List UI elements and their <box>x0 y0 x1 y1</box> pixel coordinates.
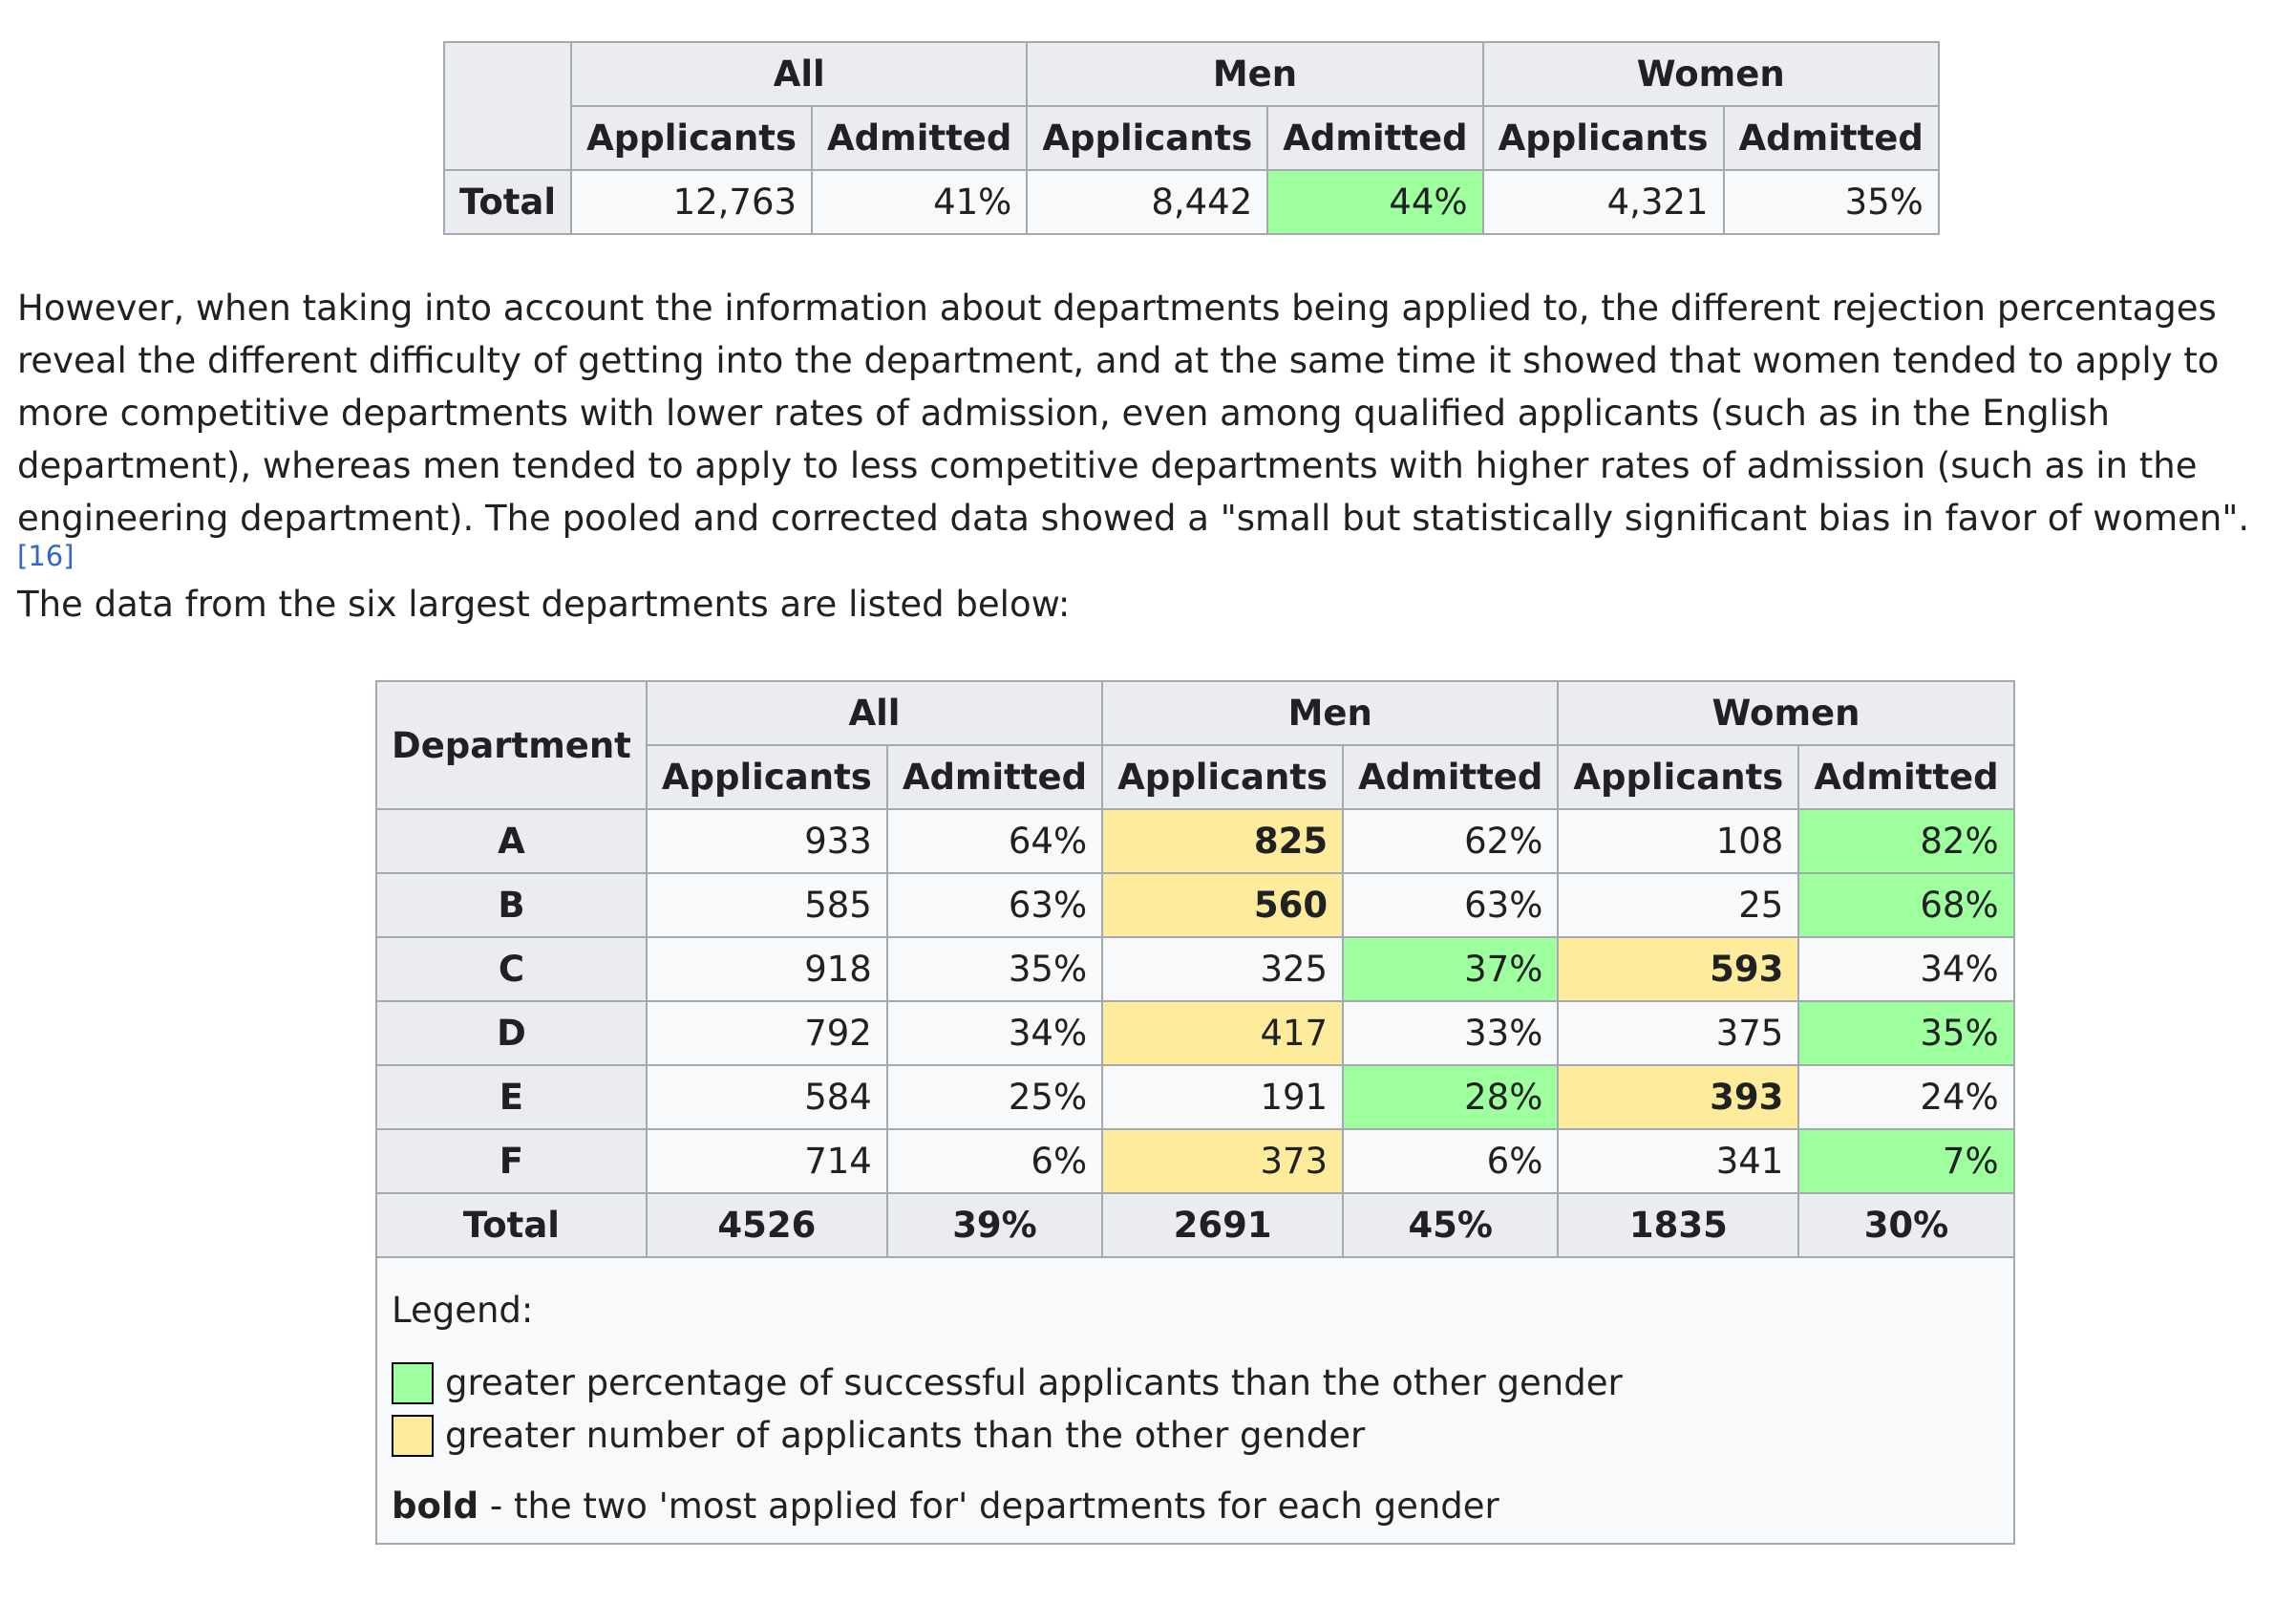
table-cell: 64% <box>887 809 1102 873</box>
summary-subheader: Applicants <box>1483 106 1724 170</box>
legend-row <box>376 1257 2014 1544</box>
table-cell-green: 7% <box>1798 1129 2013 1193</box>
table-row <box>376 1001 2014 1065</box>
table-cell-yellow: 593 <box>1558 937 1798 1001</box>
summary-subheader: Applicants <box>571 106 812 170</box>
total-cell: 30% <box>1798 1193 2013 1257</box>
table-cell: 191 <box>1102 1065 1343 1129</box>
table-cell: 933 <box>647 809 887 873</box>
summary-subheader: Admitted <box>812 106 1027 170</box>
table-row <box>376 873 2014 937</box>
dept-group-women: Women <box>1558 681 2013 745</box>
table-cell: 34% <box>1798 937 2013 1001</box>
table-cell: 714 <box>647 1129 887 1193</box>
legend-yellow-text: greater number of applicants than the other gender <box>445 1415 1366 1456</box>
summary-total-row <box>444 170 1939 234</box>
total-cell: 45% <box>1343 1193 1558 1257</box>
table-cell-yellow: 393 <box>1558 1065 1798 1129</box>
yellow-swatch <box>392 1415 434 1457</box>
table-cell-yellow: 417 <box>1102 1001 1343 1065</box>
dept-group-all: All <box>647 681 1102 745</box>
summary-corner-cell <box>444 42 571 170</box>
table-cell-yellow: 825 <box>1102 809 1343 873</box>
summary-subheader: Admitted <box>1724 106 1939 170</box>
table-cell-green: 82% <box>1798 809 2013 873</box>
total-label: Total <box>376 1193 647 1257</box>
table-cell: 6% <box>1343 1129 1558 1193</box>
summary-subheader: Admitted <box>1267 106 1482 170</box>
table-cell-yellow: 560 <box>1102 873 1343 937</box>
table-cell: 24% <box>1798 1065 2013 1129</box>
dept-label: D <box>376 1001 647 1065</box>
legend-bold-note <box>392 1485 1999 1527</box>
dept-total-row <box>376 1193 2014 1257</box>
summary-group-men: Men <box>1027 42 1482 106</box>
summary-cell: 12,763 <box>571 170 812 234</box>
total-cell: 2691 <box>1102 1193 1343 1257</box>
table-cell: 63% <box>1343 873 1558 937</box>
table-row <box>376 937 2014 1001</box>
table-cell: 585 <box>647 873 887 937</box>
dept-group-men: Men <box>1102 681 1558 745</box>
citation-link[interactable]: [16] <box>17 540 74 572</box>
dept-label: A <box>376 809 647 873</box>
table-cell: 584 <box>647 1065 887 1129</box>
summary-cell: 8,442 <box>1027 170 1267 234</box>
table-cell: 341 <box>1558 1129 1798 1193</box>
dept-label: E <box>376 1065 647 1129</box>
table-cell: 33% <box>1343 1001 1558 1065</box>
legend-item-green <box>392 1357 1999 1409</box>
legend <box>376 1257 2014 1544</box>
summary-row-label: Total <box>444 170 571 234</box>
table-cell: 108 <box>1558 809 1798 873</box>
legend-title: Legend: <box>392 1290 534 1331</box>
summary-group-header-row <box>444 42 1939 106</box>
dept-subheader: Admitted <box>887 745 1102 809</box>
table-cell: 62% <box>1343 809 1558 873</box>
dept-subheader: Admitted <box>1343 745 1558 809</box>
summary-admissions-table <box>443 41 1940 235</box>
dept-header: Department <box>376 681 647 809</box>
dept-subheader: Applicants <box>1558 745 1798 809</box>
total-cell: 1835 <box>1558 1193 1798 1257</box>
department-admissions-table <box>375 680 2015 1545</box>
table-cell: 918 <box>647 937 887 1001</box>
legend-bold-text: - the two 'most applied for' departments for each gender <box>478 1485 1499 1527</box>
table-cell: 63% <box>887 873 1102 937</box>
green-swatch <box>392 1362 434 1404</box>
dept-label: C <box>376 937 647 1001</box>
total-cell: 4526 <box>647 1193 887 1257</box>
table-cell: 792 <box>647 1001 887 1065</box>
summary-cell: 35% <box>1724 170 1939 234</box>
summary-group-women: Women <box>1483 42 1939 106</box>
table-cell-green: 68% <box>1798 873 2013 937</box>
legend-green-text: greater percentage of successful applicants than the other gender <box>445 1362 1623 1403</box>
summary-group-all: All <box>571 42 1027 106</box>
table-row <box>376 1129 2014 1193</box>
table-cell: 25% <box>887 1065 1102 1129</box>
paragraph-intro: The data from the six largest departments are listed below: <box>17 584 1071 625</box>
paragraph-text: However, when taking into account the information about departments being applied to, the different rejection percentages reveal the different difficulty of getting into the department, and at the same time it showed that women tended to apply to more competitive departments with lower rates of admission, even among qualified applicants (such as in the English department), whereas men tended to apply to less competitive departments with higher rates of admission (such as in the engineering department). The pooled and corrected data showed a "small but statistically significant bias in favor of women". <box>17 288 2250 539</box>
table-cell: 375 <box>1558 1001 1798 1065</box>
table-cell-green: 35% <box>1798 1001 2013 1065</box>
dept-group-header-row <box>376 681 2014 745</box>
dept-subheader: Admitted <box>1798 745 2013 809</box>
legend-bold-word: bold <box>392 1485 479 1527</box>
table-row <box>376 1065 2014 1129</box>
table-cell: 25 <box>1558 873 1798 937</box>
table-row <box>376 809 2014 873</box>
dept-label: B <box>376 873 647 937</box>
summary-cell-highlight: 44% <box>1267 170 1482 234</box>
dept-label: F <box>376 1129 647 1193</box>
table-cell-yellow: 373 <box>1102 1129 1343 1193</box>
table-cell: 6% <box>887 1129 1102 1193</box>
dept-subheader: Applicants <box>647 745 887 809</box>
dept-subheader: Applicants <box>1102 745 1343 809</box>
table-cell: 34% <box>887 1001 1102 1065</box>
summary-subheader: Applicants <box>1027 106 1267 170</box>
table-cell: 35% <box>887 937 1102 1001</box>
table-cell-green: 28% <box>1343 1065 1558 1129</box>
summary-cell: 41% <box>812 170 1027 234</box>
table-cell: 325 <box>1102 937 1343 1001</box>
summary-subheader-row <box>444 106 1939 170</box>
total-cell: 39% <box>887 1193 1102 1257</box>
paragraph-explanation <box>17 282 2290 597</box>
table-cell-green: 37% <box>1343 937 1558 1001</box>
legend-item-yellow <box>392 1409 1999 1462</box>
summary-cell: 4,321 <box>1483 170 1724 234</box>
